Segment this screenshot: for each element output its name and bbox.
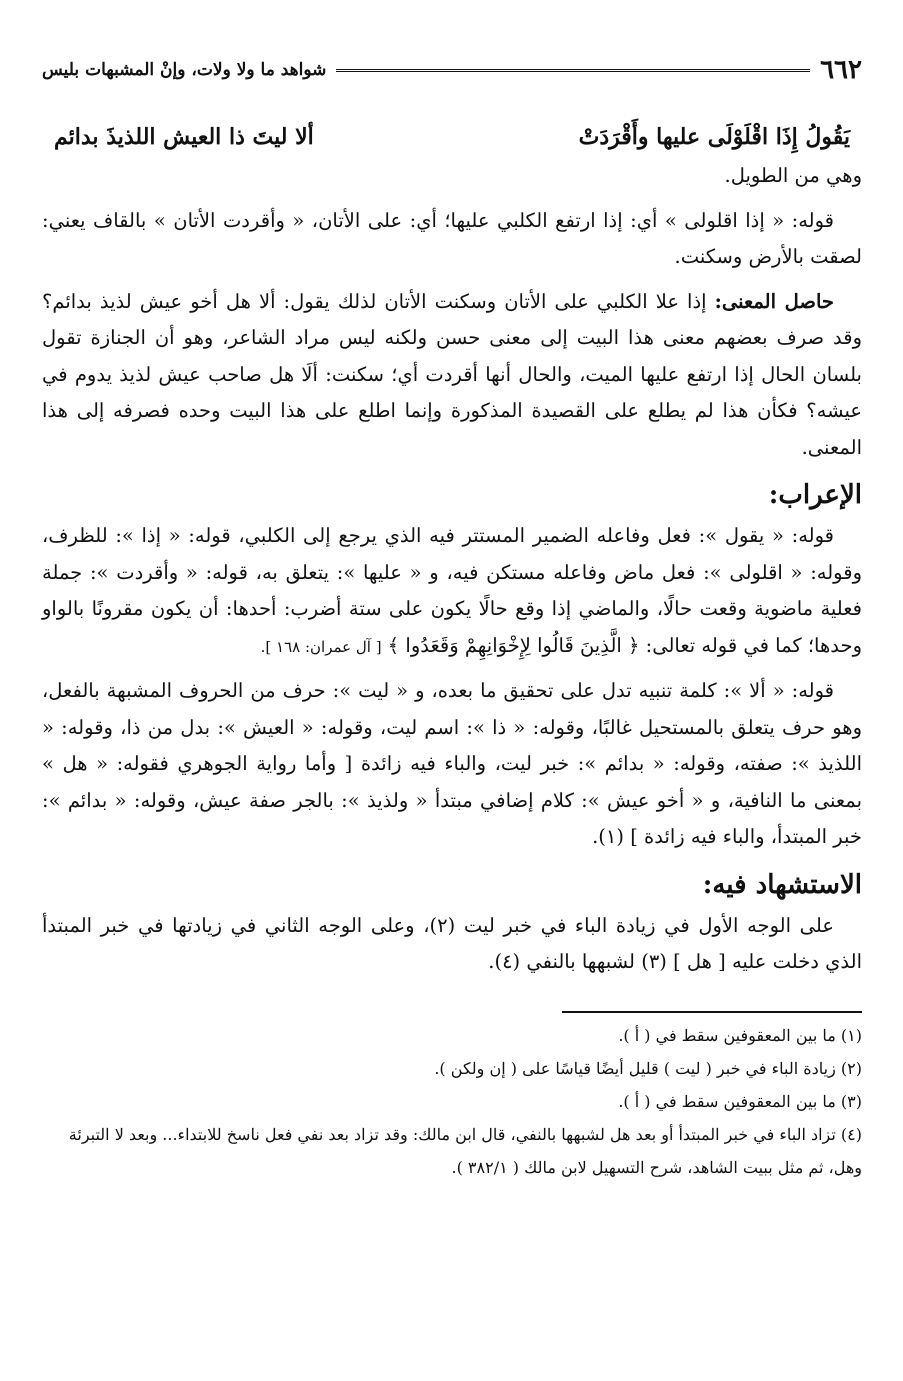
irab-paragraph-1: [42, 518, 862, 665]
summary-paragraph: [42, 284, 862, 467]
istishhad-paragraph: على الوجه الأول في زيادة الباء في خبر ليت (٢)، وعلى الوجه الثاني في زيادتها في خبر المبتدأ الذي دخلت عليه [ هل ] (٣) لشبهها بالنفي (٤).: [42, 913, 862, 973]
book-page: [42, 50, 862, 1184]
footnote-4: (٤) تزاد الباء في خبر المبتدأ أو بعد هل لشبهها بالنفي، قال ابن مالك: وقد تزاد بعد نفي فعل ناسخ للابتداء... وبعد لا التبرئة وهل، ثم مثل ببيت الشاهد، شرح التسهيل لابن مالك ( ٣٨٢/١ ).: [68, 1124, 862, 1177]
quran-reference: [ آل عمران: ١٦٨ ].: [260, 637, 382, 656]
irab-text-1: قوله: « يقول »: فعل وفاعله الضمير المستتر فيه الذي يرجع إلى الكلبي، قوله: « إذا »: للظرف، وقوله: « اقلولى »: فعل ماض وفاعله مستكن فيه، و « عليها »: يتعلق به، قوله: « وأقردت »: جملة فعلية ماضوية وقعت حالًا، والماضي إذا وقع حالًا يكون على ستة أضرب: أحدها: أن يكون مقرونًا بالواو وحدها؛ كما في قوله تعالى: ﴿ الَّذِينَ قَالُوا لِإِخْوَانِهِمْ وَقَعَدُوا ﴾: [42, 524, 862, 657]
footnotes-rule: [562, 1011, 862, 1013]
istishhad-heading: الاستشهاد فيه:: [702, 869, 862, 900]
footnote-3: (٣) ما بين المعقوفين سقط في ( أ ).: [618, 1091, 862, 1111]
page-header: [42, 50, 862, 90]
summary-label: حاصل المعنى:: [714, 289, 834, 313]
header-rule: [336, 69, 810, 72]
gloss-paragraph: قوله: « إذا اقلولى » أي: إذا ارتفع الكلبي عليها؛ أي: على الأتان، « وأقردت الأتان » بالقاف يعني: لصقت بالأرض وسكنت.: [42, 208, 862, 268]
verse-second-hemistich: ألا ليتَ ذا العيش اللذيذَ بدائم: [54, 124, 314, 150]
running-title: شواهد ما ولا ولات، وإنْ المشبهات بليس: [42, 60, 327, 80]
footnotes: [42, 1019, 862, 1184]
poetry-verse: [42, 124, 862, 150]
footnote-1: (١) ما بين المعقوفين سقط في ( أ ).: [618, 1025, 862, 1045]
footnote-2: (٢) زيادة الباء في خبر ( ليت ) قليل أيضًا قياسًا على ( إن ولكن ).: [434, 1058, 862, 1078]
irab-heading: الإعراب:: [768, 480, 862, 510]
verse-first-hemistich: يَقُولُ إِذَا اقْلَوْلَى عليها وأَقْرَدَتْ: [578, 124, 850, 150]
irab-paragraph-2: قوله: « ألا »: كلمة تنبيه تدل على تحقيق ما بعده، و « ليت »: حرف من الحروف المشبهة بالفعل، وهو حرف يتعلق بالمستحيل غالبًا، وقوله: « ذا »: اسم ليت، وقوله: « العيش »: بدل من ذا، وقوله: « اللذيذ »: صفته، وقوله: « بدائم »: خبر ليت، والباء فيه زائدة [ وأما رواية الجوهري فقوله: « هل » بمعنى ما النافية، و « أخو عيش »: كلام إضافي مبتدأ « ولذيذ »: بالجر صفة عيش، وقوله: « بدائم »: خبر المبتدأ، والباء فيه زائدة ] (١).: [42, 679, 862, 848]
meter-note: وهي من الطويل.: [724, 164, 862, 187]
page-number: ٦٦٢: [820, 55, 862, 85]
summary-text: إذا علا الكلبي على الأتان وسكنت الأتان لذلك يقول: ألا هل أخو عيش لذيذ بدائم؟ وقد صرف بعضهم معنى هذا البيت إلى معنى حسن ولكنه ليس مراد الشاعر، وهو أن الجنازة تقول بلسان الحال إذا ارتفع عليها الميت، والحال أنها أقردت أي؛ سكنت: ألَا هل صاحب عيش لذيذ يدوم في عيشه؟ فكأن هذا لم يطلع على القصيدة المذكورة وإنما اطلع على هذا البيت وحده فصرفه إلى هذا المعنى.: [42, 289, 862, 459]
